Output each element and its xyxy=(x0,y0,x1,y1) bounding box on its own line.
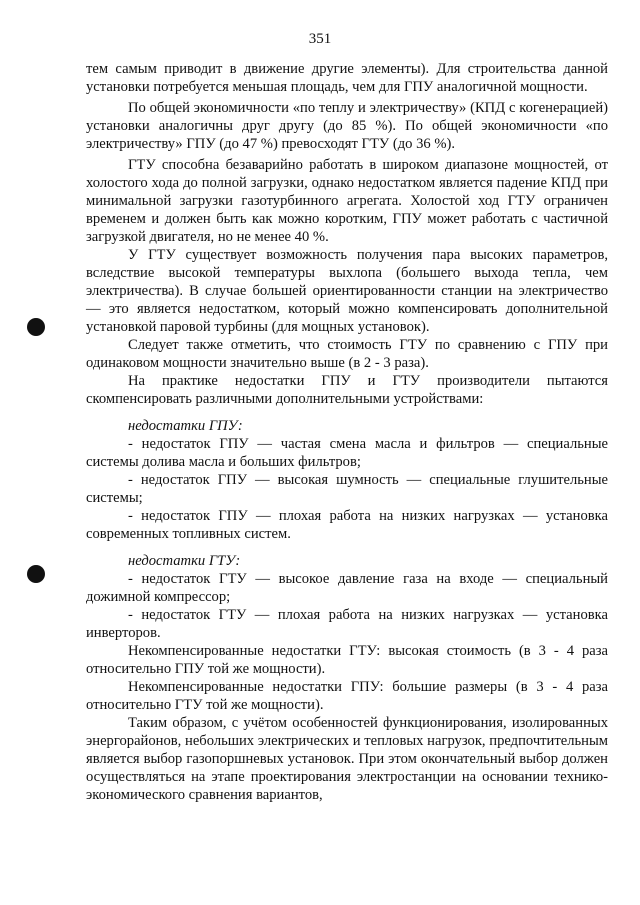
gpu-drawback-item: - недостаток ГПУ — плохая работа на низких нагрузках — установка современных топливных систем. xyxy=(86,508,608,542)
paragraph-efficiency: По общей экономичности «по теплу и электричеству» (КПД с когенерацией) установки аналогичны друг другу (до 85 %). По общей экономичности «по электричеству» ГПУ (до 47 %) превосходят ГТУ (до 36 %). xyxy=(86,100,608,152)
gtu-drawback-item: - недостаток ГТУ — высокое давление газа на входе — специальный дожимной компрессор; xyxy=(86,571,608,605)
paragraph-uncompensated-gtu: Некомпенсированные недостатки ГТУ: высокая стоимость (в 3 - 4 раза относительно ГПУ той же мощности). xyxy=(86,643,608,677)
gpu-drawback-item: - недостаток ГПУ — высокая шумность — специальные глушительные системы; xyxy=(86,472,608,506)
paragraph-steam-parameters: У ГТУ существует возможность получения пара высоких параметров, вследствие высокой температуры выхлопа (большего выхода тепла, чем электричества). В случае большей ориентированности станции на электричество — это является недостатком, который можно компенсировать дополнительной установкой паровой турбины (для мощных установок). xyxy=(86,247,608,335)
gpu-drawback-item: - недостаток ГПУ — частая смена масла и фильтров — специальные системы долива масла и больших фильтров; xyxy=(86,436,608,470)
paragraph-cost: Следует также отметить, что стоимость ГТУ по сравнению с ГПУ при одинаковом мощности значительно выше (в 2 - 3 раза). xyxy=(86,337,608,371)
punch-hole-mark xyxy=(27,565,45,583)
gtu-drawbacks-heading: недостатки ГТУ: xyxy=(128,553,241,569)
punch-hole-mark xyxy=(27,318,45,336)
page-number: 351 xyxy=(308,31,332,47)
gtu-drawback-item: - недостаток ГТУ — плохая работа на низких нагрузках — установка инверторов. xyxy=(86,607,608,641)
gpu-drawbacks-heading: недостатки ГПУ: xyxy=(128,418,243,434)
paragraph-practice: На практике недостатки ГПУ и ГТУ производители пытаются скомпенсировать различными дополнительными устройствами: xyxy=(86,373,608,407)
document-body xyxy=(86,60,608,804)
paragraph-conclusion: Таким образом, с учётом особенностей функционирования, изолированных энергорайонов, небольших электрических и тепловых нагрузок, предпочтительным является выбор газопоршневых установок. При этом окончательный выбор должен осуществляться на этапе проектирования электростанции на основании технико-экономического сравнения вариантов, xyxy=(86,715,608,803)
paragraph-gtu-operation: ГТУ способна безаварийно работать в широком диапазоне мощностей, от холостого хода до полной загрузки, однако недостатком является падение КПД при минимальной загрузки газотурбинного агрегата. Холостой ход ГТУ ограничен временем и должен быть как можно коротким, ГПУ может работать с частичной загрузкой двигателя, но не менее 40 %. xyxy=(86,157,608,245)
paragraph-uncompensated-gpu: Некомпенсированные недостатки ГПУ: большие размеры (в 3 - 4 раза относительно ГТУ той же мощности). xyxy=(86,679,608,713)
paragraph-continuation: тем самым приводит в движение другие элементы). Для строительства данной установки потребуется меньшая площадь, чем для ГПУ аналогичной мощности. xyxy=(86,61,608,95)
